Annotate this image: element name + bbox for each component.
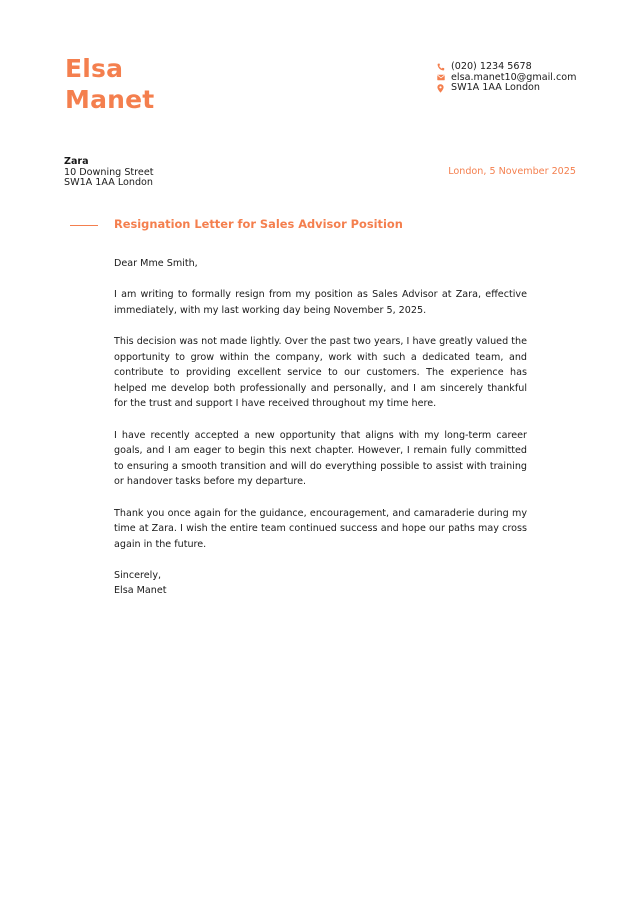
closing-phrase: Sincerely,	[114, 569, 162, 581]
date-line: London, 5 November 2025	[448, 166, 576, 177]
envelope-icon	[436, 73, 445, 82]
first-name: Elsa	[65, 54, 124, 83]
location-pin-icon	[436, 84, 445, 93]
contact-address: SW1A 1AA London	[451, 82, 541, 93]
applicant-name	[65, 53, 154, 115]
last-name: Manet	[65, 85, 155, 114]
phone-icon	[436, 63, 445, 72]
contact-address-row	[436, 83, 576, 94]
letter-body	[114, 256, 527, 599]
closing-block	[114, 568, 527, 599]
subject-line: Resignation Letter for Sales Advisor Position	[114, 217, 403, 231]
recipient-city: SW1A 1AA London	[64, 177, 154, 188]
contact-block	[436, 62, 576, 94]
recipient-name: Zara	[64, 156, 89, 167]
contact-email[interactable]: elsa.manet10@gmail.com	[451, 71, 577, 83]
paragraph-3: I have recently accepted a new opportunity that aligns with my long-term career goals, and I am eager to begin this next chapter. However, I remain fully committed to ensuring a smooth transition and will do everything possible to assist with training or handover tasks before my departure.	[114, 429, 527, 488]
subject-divider	[70, 225, 98, 226]
paragraph-2: This decision was not made lightly. Over the past two years, I have greatly valued the opportunity to grow within the company, work with such a dedicated team, and contribute to providing excellent service to our customers. The experience has helped me develop both professionally and personally, and I am sincerely thankful for the trust and support I have received throughout my time here.	[114, 335, 527, 410]
contact-phone: (020) 1234 5678	[451, 61, 532, 72]
recipient-street: 10 Downing Street	[64, 166, 154, 178]
recipient-block	[64, 157, 153, 189]
paragraph-4: Thank you once again for the guidance, encouragement, and camaraderie during my time at Zara. I wish the entire team continued success and hope our paths may cross again in the future.	[114, 507, 527, 550]
contact-phone-row	[436, 62, 576, 73]
paragraph-1: I am writing to formally resign from my position as Sales Advisor at Zara, effective immediately, with my last working day being November 5, 2025.	[114, 289, 527, 316]
signature: Elsa Manet	[114, 585, 167, 597]
salutation: Dear Mme Smith,	[114, 258, 198, 269]
